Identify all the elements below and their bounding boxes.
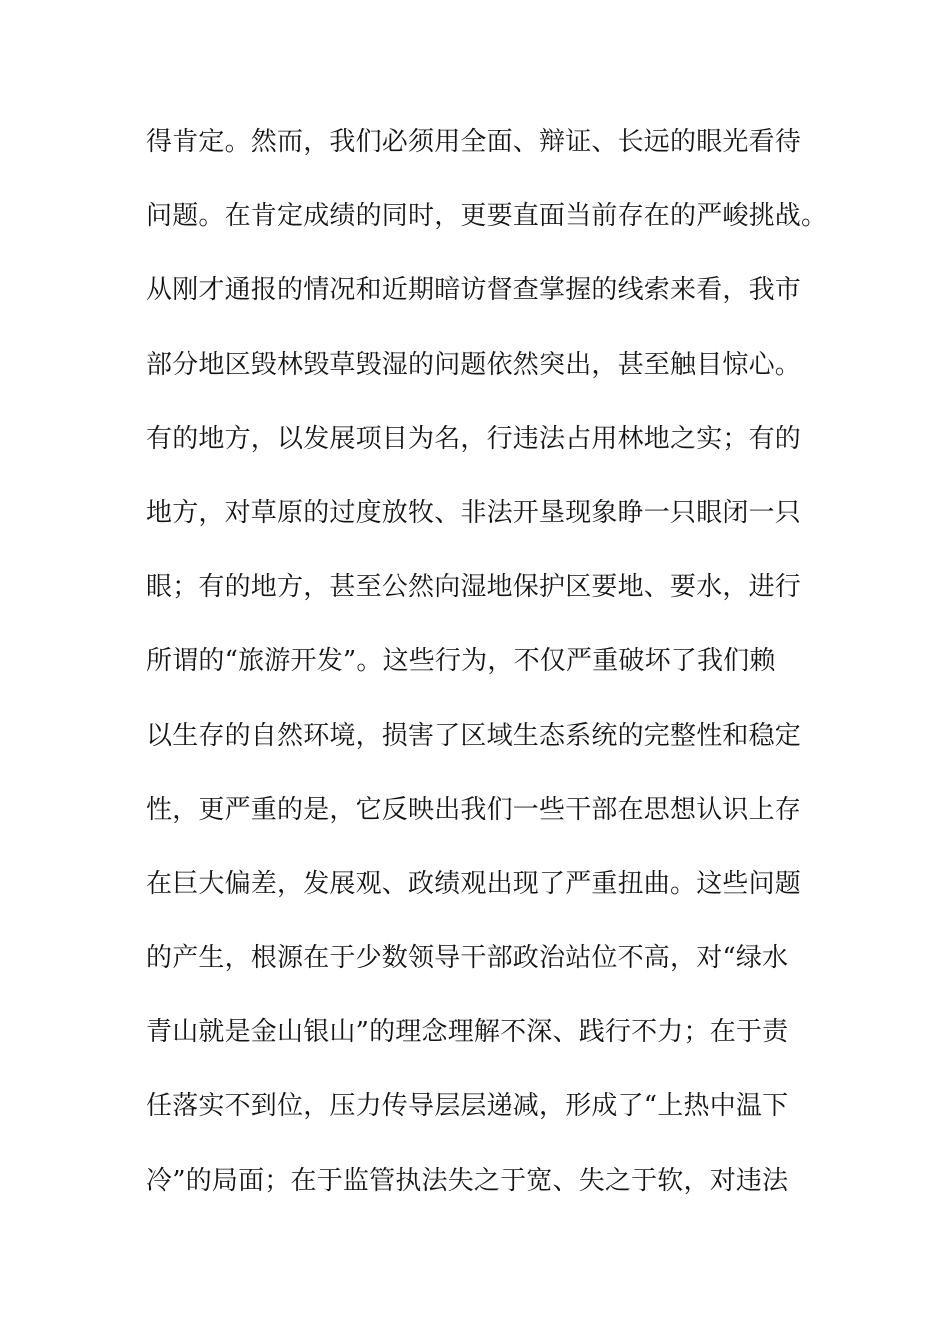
text-line: 任落实不到位，压力传导层层递减，形成了“上热中温下: [146, 1091, 789, 1122]
text-line: 地方，对草原的过度放牧、非法开垦现象睁一只眼闭一只: [146, 497, 802, 528]
text-line: 部分地区毁林毁草毁湿的问题依然突出，甚至触目惊心。: [146, 349, 802, 380]
text-line: 在巨大偏差，发展观、政绩观出现了严重扭曲。这些问题: [146, 868, 802, 899]
text-line: 的产生，根源在于少数领导干部政治站位不高，对“绿水: [146, 943, 789, 974]
text-line: 有的地方，以发展项目为名，行违法占用林地之实；有的: [146, 423, 802, 454]
text-line: 性，更严重的是，它反映出我们一些干部在思想认识上存: [146, 794, 802, 825]
document-body: [146, 118, 826, 1231]
text-line: 问题。在肯定成绩的同时，更要直面当前存在的严峻挑战。: [146, 201, 828, 232]
text-line: 冷”的局面；在于监管执法失之于宽、失之于软，对违法: [146, 1165, 789, 1196]
text-line: 得肯定。然而，我们必须用全面、辩证、长远的眼光看待: [146, 127, 802, 157]
text-line: 从刚才通报的情况和近期暗访督查掌握的线索来看，我市: [146, 275, 802, 306]
text-line: 眼；有的地方，甚至公然向湿地保护区要地、要水，进行: [146, 572, 802, 603]
text-line: 以生存的自然环境，损害了区域生态系统的完整性和稳定: [146, 720, 802, 751]
text-line: 青山就是金山银山”的理念理解不深、践行不力；在于责: [146, 1017, 789, 1048]
text-line: 所谓的“旅游开发”。这些行为，不仅严重破坏了我们赖: [146, 646, 776, 677]
